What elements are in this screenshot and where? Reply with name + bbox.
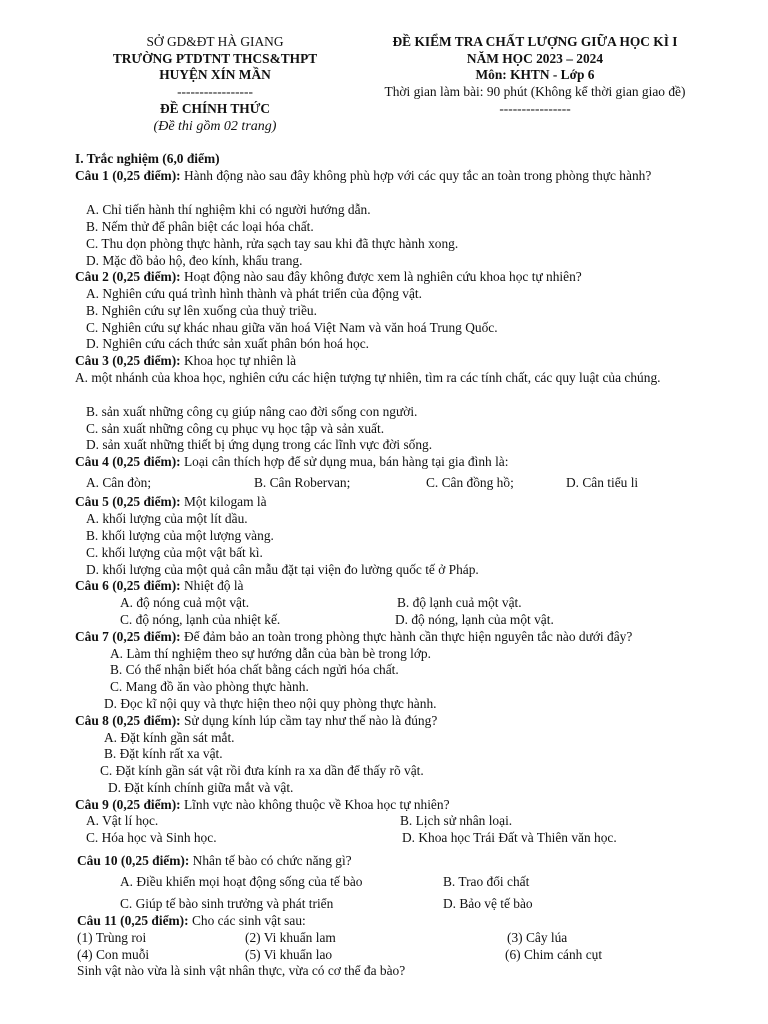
q2-option-a: A. Nghiên cứu quá trình hình thành và phát triển của động vật.: [86, 286, 422, 301]
question-10-label: Câu 10 (0,25 điểm):: [77, 853, 190, 868]
q7-option-c: C. Mang đồ ăn vào phòng thực hành.: [110, 679, 309, 694]
question-7-text: Để đảm bảo an toàn trong phòng thực hành cần thực hiện nguyên tắc nào dưới đây?: [180, 629, 633, 644]
question-4: [75, 454, 508, 471]
subject-grade: Môn: KHTN - Lớp 6: [475, 67, 595, 82]
exam-title: ĐỀ KIỂM TRA CHẤT LƯỢNG GIỮA HỌC KÌ I: [392, 34, 678, 49]
question-2-text: Hoạt động nào sau đây không được xem là nghiên cứu khoa học tự nhiên?: [180, 269, 582, 284]
question-2: [75, 269, 582, 286]
question-7: [75, 629, 632, 646]
question-11-text: Cho các sinh vật sau:: [188, 913, 306, 928]
question-10: [77, 853, 352, 870]
q7-option-b: B. Có thể nhận biết hóa chất bằng cách ngửi hóa chất.: [110, 662, 399, 677]
header-right-divider: ----------------: [499, 101, 571, 116]
question-7-label: Câu 7 (0,25 điểm):: [75, 629, 181, 644]
q4-option-a: A. Cân đòn;: [86, 475, 152, 490]
q6-option-a: A. độ nóng cuả một vật.: [120, 595, 250, 610]
header-left-divider: -----------------: [177, 84, 253, 99]
q7-option-d: D. Đọc kĩ nội quy và thực hiện theo nội quy phòng thực hành.: [104, 696, 437, 711]
q8-option-a: A. Đặt kính gần sát mắt.: [104, 730, 235, 745]
question-4-text: Loại cân thích hợp để sử dụng mua, bán hàng tại gia đình là:: [180, 454, 509, 469]
question-1: [75, 168, 731, 185]
q7-option-a: A. Làm thí nghiệm theo sự hướng dẫn của bàn bè trong lớp.: [110, 646, 431, 661]
q1-option-d: D. Mặc đồ bảo hộ, đeo kính, khẩu trang.: [86, 253, 303, 268]
question-6: [75, 578, 244, 595]
q4-option-d: D. Cân tiểu li: [566, 475, 639, 490]
q4-option-c: C. Cân đồng hồ;: [426, 475, 514, 490]
q3-option-d: D. sản xuất những thiết bị ứng dụng trong các lĩnh vực đời sống.: [86, 437, 433, 452]
q5-option-c: C. khối lượng của một vật bất kì.: [86, 545, 263, 560]
q2-option-d: D. Nghiên cứu cách thức sản xuất phân bón hoá học.: [86, 336, 369, 351]
q5-option-a: A. khối lượng của một lít dầu.: [86, 511, 248, 526]
q9-option-b: B. Lịch sử nhân loại.: [400, 813, 513, 828]
official-exam-label: ĐỀ CHÍNH THỨC: [159, 101, 271, 116]
question-3-label: Câu 3 (0,25 điểm):: [75, 353, 181, 368]
q11-item-1: (1) Trùng roi: [77, 930, 147, 945]
q10-option-d: D. Bảo vệ tế bào: [443, 896, 533, 911]
q3-option-b: B. sản xuất những công cụ giúp nâng cao đời sống con người.: [86, 404, 418, 419]
q3-option-a: A. một nhánh của khoa học, nghiên cứu các hiện tượng tự nhiên, tìm ra các tính chất, các quy luật của chúng.: [75, 370, 661, 385]
q11-item-3: (3) Cây lúa: [507, 930, 568, 945]
q11-item-6: (6) Chim cánh cụt: [505, 947, 603, 962]
q6-option-d: D. độ nóng, lạnh của một vật.: [395, 612, 554, 627]
q1-option-c: C. Thu dọn phòng thực hành, rửa sạch tay sau khi đã thực hành xong.: [86, 236, 459, 251]
q4-option-b: B. Cân Robervan;: [254, 475, 351, 490]
question-8-text: Sử dụng kính lúp cầm tay như thế nào là đúng?: [180, 713, 438, 728]
q9-option-d: D. Khoa học Trái Đất và Thiên văn học.: [402, 830, 617, 845]
q11-item-2: (2) Vi khuẩn lam: [245, 930, 336, 945]
question-4-label: Câu 4 (0,25 điểm):: [75, 454, 181, 469]
q9-option-c: C. Hóa học và Sinh học.: [86, 830, 217, 845]
question-11-label: Câu 11 (0,25 điểm):: [77, 913, 189, 928]
question-6-label: Câu 6 (0,25 điểm):: [75, 578, 181, 593]
q5-option-d: D. khối lượng của một quả cân mẫu đặt tại viện đo lường quốc tế ở Pháp.: [86, 562, 479, 577]
question-1-label: Câu 1 (0,25 điểm):: [75, 168, 181, 183]
q11-question: Sinh vật nào vừa là sinh vật nhân thực, vừa có cơ thể đa bào?: [77, 963, 406, 978]
question-9-label: Câu 9 (0,25 điểm):: [75, 797, 181, 812]
q11-item-5: (5) Vi khuẩn lao: [245, 947, 333, 962]
question-10-text: Nhân tế bào có chức năng gì?: [189, 853, 352, 868]
q2-option-c: C. Nghiên cứu sự khác nhau giữa văn hoá Việt Nam và văn hoá Trung Quốc.: [86, 320, 498, 335]
question-1-text: Hành động nào sau đây không phù hợp với các quy tắc an toàn trong phòng thực hành?: [180, 168, 652, 183]
q6-option-c: C. độ nóng, lạnh của nhiệt kế.: [120, 612, 281, 627]
question-8-label: Câu 8 (0,25 điểm):: [75, 713, 181, 728]
page-count-note: (Đề thi gồm 02 trang): [153, 119, 277, 134]
q1-option-a: A. Chỉ tiến hành thí nghiệm khi có người hướng dẫn.: [86, 202, 371, 217]
q11-item-4: (4) Con muỗi: [77, 947, 150, 962]
question-8: [75, 713, 437, 730]
q8-option-b: B. Đặt kính rất xa vật.: [104, 746, 223, 761]
question-3-text: Khoa học tự nhiên là: [180, 353, 297, 368]
q1-option-b: B. Nếm thử để phân biệt các loại hóa chất.: [86, 219, 314, 234]
question-3: [75, 353, 296, 370]
question-6-text: Nhiệt độ là: [180, 578, 244, 593]
q5-option-b: B. khối lượng của một lượng vàng.: [86, 528, 274, 543]
question-5-label: Câu 5 (0,25 điểm):: [75, 494, 181, 509]
q2-option-b: B. Nghiên cứu sự lên xuống của thuỷ triều.: [86, 303, 317, 318]
question-5: [75, 494, 267, 511]
q10-option-a: A. Điều khiển mọi hoạt động sống của tế bào: [120, 874, 363, 889]
question-2-label: Câu 2 (0,25 điểm):: [75, 269, 181, 284]
q9-option-a: A. Vật lí học.: [86, 813, 159, 828]
q6-option-b: B. độ lạnh cuả một vật.: [397, 595, 522, 610]
time-allowed: Thời gian làm bài: 90 phút (Không kể thời gian giao đề): [384, 84, 686, 99]
question-11: [77, 913, 306, 930]
district-name: HUYỆN XÍN MẦN: [159, 67, 271, 82]
section-heading: I. Trắc nghiệm (6,0 điểm): [75, 151, 220, 166]
q8-option-c: C. Đặt kính gần sát vật rồi đưa kính ra xa dần để thấy rõ vật.: [100, 763, 424, 778]
q10-option-c: C. Giúp tế bào sinh trưởng và phát triển: [120, 896, 334, 911]
school-year: NĂM HỌC 2023 – 2024: [466, 51, 604, 66]
question-5-text: Một kilogam là: [180, 494, 267, 509]
q3-option-c: C. sản xuất những công cụ phục vụ học tập và sản xuất.: [86, 421, 385, 436]
q10-option-b: B. Trao đổi chất: [443, 874, 530, 889]
question-9-text: Lĩnh vực nào không thuộc về Khoa học tự nhiên?: [180, 797, 450, 812]
q8-option-d: D. Đặt kính chính giữa mắt và vật.: [108, 780, 294, 795]
question-9: [75, 797, 450, 814]
department-name: SỞ GD&ĐT HÀ GIANG: [146, 34, 284, 49]
school-name: TRƯỜNG PTDTNT THCS&THPT: [112, 51, 318, 66]
